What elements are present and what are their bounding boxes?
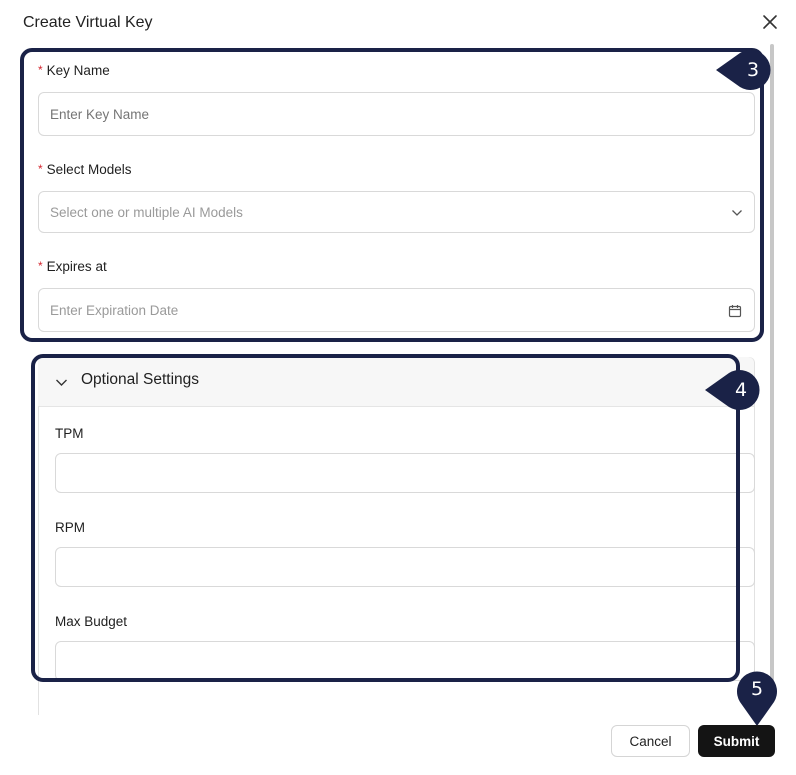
models-placeholder: Select one or multiple AI Models: [50, 204, 243, 220]
close-icon: [760, 12, 780, 32]
optional-settings-title: Optional Settings: [81, 371, 200, 388]
required-marker: *: [38, 259, 43, 273]
cancel-button[interactable]: Cancel: [611, 725, 690, 757]
required-marker: *: [38, 63, 43, 77]
step-3-number: 3: [747, 59, 760, 81]
submit-button[interactable]: Submit: [698, 725, 775, 757]
close-button[interactable]: [760, 12, 780, 32]
annotation-box-step-3: [20, 48, 764, 342]
key-name-label: * Key Name: [38, 63, 110, 78]
required-marker: *: [38, 162, 43, 176]
scrollbar[interactable]: [770, 44, 774, 682]
tpm-label: TPM: [55, 426, 84, 441]
rpm-label: RPM: [55, 520, 85, 535]
expires-label: * Expires at: [38, 259, 107, 274]
expiration-placeholder: Enter Expiration Date: [50, 302, 179, 318]
step-4-number: 4: [735, 379, 748, 401]
modal-title: Create Virtual Key: [23, 14, 153, 31]
max-budget-label: Max Budget: [55, 614, 128, 629]
annotation-box-step-4: [31, 354, 740, 682]
step-5-number: 5: [751, 678, 764, 700]
select-models-label: * Select Models: [38, 162, 132, 177]
